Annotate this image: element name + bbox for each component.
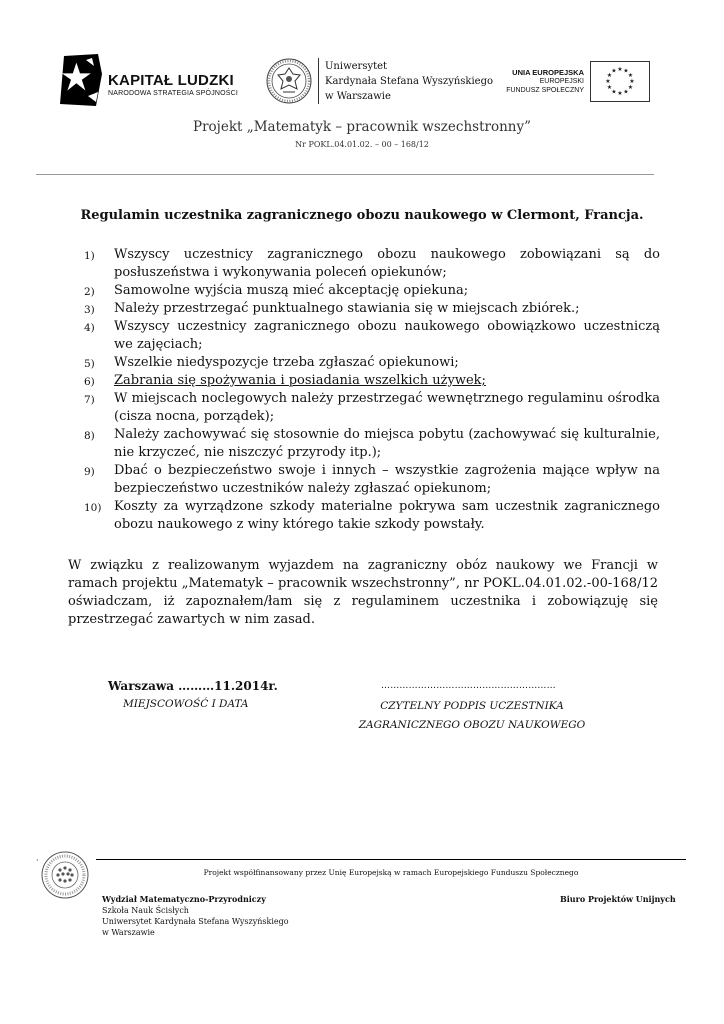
place-date-label: MIEJSCOWOŚĆ I DATA [123, 698, 249, 710]
rule-number: 2) [84, 286, 95, 298]
project-title: Projekt „Matematyk – pracownik wszechstronny” [193, 119, 531, 135]
rule-text: Należy przestrzegać punktualnego stawiania się w miejscach zbiórek.; [114, 301, 580, 316]
signature-label-line-2: ZAGRANICZNEGO OBOZU NAUKOWEGO [358, 719, 586, 731]
rule-text: Wszyscy uczestnicy zagranicznego obozu naukowego obowiązkowo uczestniczą we zajęciach; [114, 319, 660, 352]
rule-item [84, 300, 660, 318]
place-date: Warszawa ………11.2014r. [108, 679, 278, 693]
signature-label [330, 697, 614, 735]
rule-text: W miejscach noclegowych należy przestrzegać wewnętrznego regulaminu ośrodka (cisza nocna, porządek); [114, 391, 660, 424]
footer-divider [96, 859, 686, 860]
signature-label-line-1: CZYTELNY PODPIS UCZESTNIKA [380, 700, 564, 712]
declaration-paragraph: W związku z realizowanym wyjazdem na zagraniczny obóz naukowy we Francji w ramach projektu „Matematyk – pracownik wszechstronny”, nr POKL.04.01.02.-00-168/12 oświadczam, iż zapoznałem/łam się z regulaminem uczestnika i zobowiązuję się przestrzegać zawartych w nim zasad. [68, 558, 658, 627]
kapital-ludzki-logo [58, 52, 248, 108]
rule-number: 1) [84, 250, 95, 262]
university-name [325, 59, 493, 104]
svg-text:★: ★ [606, 72, 613, 79]
eu-line-2: EUROPEJSKI [539, 78, 584, 85]
svg-text:★: ★ [611, 88, 617, 96]
rule-number: 3) [84, 304, 95, 316]
svg-text:★: ★ [611, 67, 617, 75]
faculty-seal-icon [38, 850, 96, 900]
footer-dot: · [36, 856, 39, 865]
office-name: Biuro Projektów Unijnych [560, 894, 676, 904]
rule-number: 5) [84, 358, 95, 370]
faculty-name: Wydział Matematyczno-Przyrodniczy [102, 894, 266, 904]
kapital-ludzki-subtitle: NARODOWA STRATEGIA SPÓJNOŚCI [108, 90, 239, 97]
rule-text: Wszyscy uczestnicy zagranicznego obozu naukowego zobowiązani są do posłuszeństwa i wykonywania poleceń opiekunów; [114, 247, 660, 280]
eu-flag-icon [590, 61, 650, 102]
rule-item [84, 318, 660, 354]
kapital-ludzki-star-icon [58, 52, 104, 108]
eu-line-3: FUNDUSZ SPOŁECZNY [506, 87, 584, 94]
rule-number: 10) [84, 502, 102, 514]
rule-text: Zabrania się spożywania i posiadania wszelkich używek; [114, 373, 486, 388]
rule-item [84, 282, 660, 300]
header-divider [36, 174, 654, 175]
svg-text:★: ★ [623, 88, 629, 96]
cofinancing-note: Projekt współfinansowany przez Unię Europejską w ramach Europejskiego Funduszu Społecznego [203, 868, 579, 877]
signature-line: ………………………………………………… [381, 681, 556, 691]
rule-number: 8) [84, 430, 95, 442]
rule-item [84, 354, 660, 372]
footer-university-name: Uniwersytet Kardynała Stefana Wyszyńskiego [102, 917, 289, 926]
document-title: Regulamin uczestnika zagranicznego obozu naukowego w Clermont, Francja. [80, 208, 644, 223]
svg-text:★: ★ [606, 84, 613, 91]
rule-number: 7) [84, 394, 95, 406]
rule-text: Należy zachowywać się stosownie do miejsca pobytu (zachowywać się kulturalnie, nie krzyczeć, nie niszczyć przyrody itp.); [114, 427, 660, 460]
svg-text:★: ★ [629, 78, 635, 85]
university-divider [318, 58, 319, 104]
university-line-1: Uniwersytet [325, 61, 388, 72]
svg-text:★: ★ [617, 66, 623, 73]
university-line-2: Kardynała Stefana Wyszyńskiego [325, 76, 494, 87]
school-name: Szkoła Nauk Ścisłych [102, 906, 189, 915]
rule-number: 6) [84, 376, 95, 388]
rule-item [84, 390, 660, 426]
svg-text:★: ★ [627, 84, 634, 91]
rule-number: 9) [84, 466, 95, 478]
university-line-3: w Warszawie [325, 91, 391, 102]
eu-text [496, 68, 584, 95]
footer-city: w Warszawie [102, 928, 155, 937]
faculty-address [102, 894, 289, 938]
rule-text: Koszty za wyrządzone szkody materialne pokrywa sam uczestnik zagranicznego obozu naukowego z winy którego takie szkody powstały. [114, 499, 660, 532]
rule-item [84, 372, 660, 390]
svg-text:★: ★ [605, 78, 611, 85]
rule-number: 4) [84, 322, 95, 334]
rule-item [84, 426, 660, 462]
university-seal-icon [266, 58, 312, 104]
rule-text: Dbać o bezpieczeństwo swoje i innych – wszystkie zagrożenia mające wpływ na bezpieczeństwo uczestników należy zgłaszać opiekunom; [114, 463, 660, 496]
svg-text:★: ★ [623, 67, 629, 75]
rules-list [84, 246, 660, 534]
svg-text:★: ★ [627, 72, 634, 79]
svg-text:★: ★ [617, 90, 623, 97]
rule-text: Samowolne wyjścia muszą mieć akceptację opiekuna; [114, 283, 469, 298]
project-number: Nr POKL.04.01.02. – 00 – 168/12 [295, 140, 429, 149]
rule-text: Wszelkie niedyspozycje trzeba zgłaszać opiekunowi; [114, 355, 459, 370]
eu-line-1: UNIA EUROPEJSKA [512, 68, 584, 77]
rule-item [84, 498, 660, 534]
kapital-ludzki-title: KAPITAŁ LUDZKI [108, 72, 234, 89]
rule-item [84, 246, 660, 282]
rule-item [84, 462, 660, 498]
